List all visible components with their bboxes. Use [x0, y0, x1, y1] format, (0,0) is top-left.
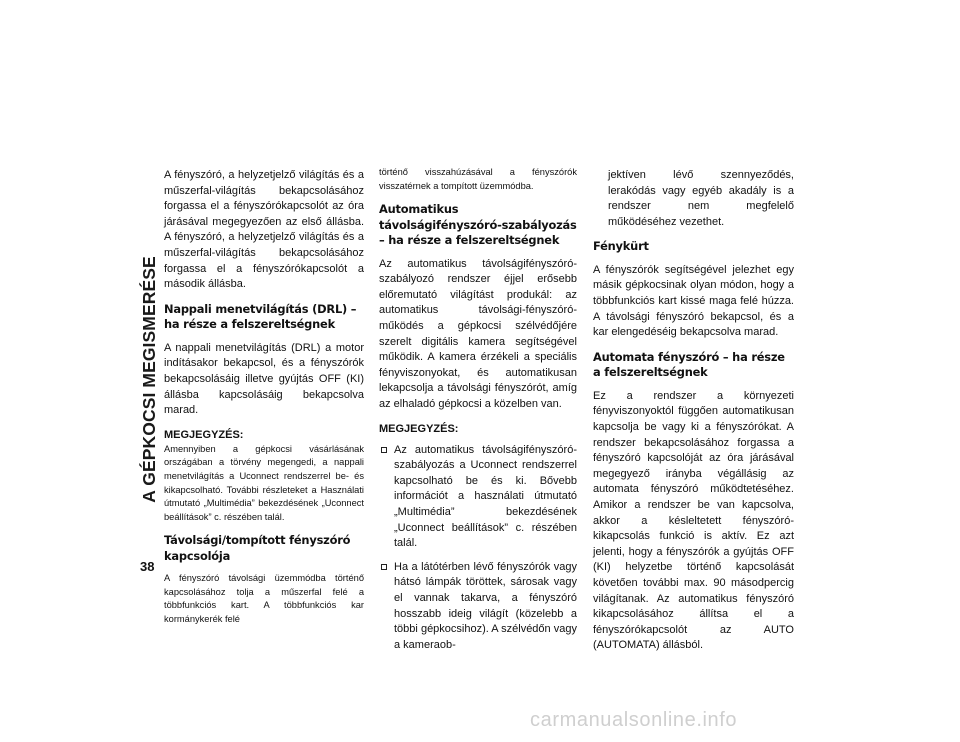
list-item [379, 443, 577, 552]
checkbox-bullet-icon [381, 447, 387, 453]
section-side-tab [139, 165, 159, 593]
intro-paragraph: A fényszóró, a helyzetjelző világítás és a műszerfal-világítás bekapcsolásához forgassa el a fényszórókapcsolót az óra járásával megegyezően az első állásba. A fényszóró, a helyzetjelző világítás és a műszerfal-világítás bekapcsolásához forgassa el a fényszórókapcsolót a második állásba. [164, 169, 364, 291]
column-3 [593, 168, 794, 663]
checkbox-bullet-icon [381, 564, 387, 570]
note-item-text: Az automatikus távolságifényszóró-szabályozás a Uconnect rendszerrel kapcsolható be és ki. Bővebb információt a használati útmutató „Multimédia” bekezdésének „Uconnect beállítások” c. részében talál. [394, 443, 577, 550]
note-paragraph: Amennyiben a gépkocsi vásárlásának országában a törvény megengedi, a nappali menetvilágítás a Uconnect rendszerrel be- és kikapcsolható. További részleteket a Használati útmutató „Multimédia” bekezdésének „Uconnect beállítások” c. részében talál. [164, 443, 364, 522]
high-beam-heading: Távolsági/tompított fényszóró kapcsolója [164, 533, 351, 563]
continuation-paragraph: történő visszahúzásával a fényszórók visszatérnek a tompított üzemmódba. [379, 167, 577, 191]
continuation-paragraph: jektíven lévő szennyeződés, lerakódás vagy egyéb akadály is a rendszer nem megfelelő működéséhez vezethet. [608, 169, 794, 228]
notes-title: MEGJEGYZÉS: [379, 422, 459, 435]
column-1 [164, 168, 364, 636]
note-item-text: Ha a látótérben lévő fényszórók vagy hátsó lámpák töröttek, sárosak vagy el vannak takarva, a fényszóró hosszabb ideig világít (közelebb a többi gépkocsihoz). A szélvédőn vagy a kameraob- [394, 560, 577, 651]
column-2 [379, 166, 577, 661]
drl-paragraph: A nappali menetvilágítás (DRL) a motor indításakor bekapcsol, és a fényszórók bekapcsolásáig illetve gyújtás OFF (KI) állásba kapcsolásáig bekapcsolva marad. [164, 341, 364, 417]
auto-headlights-paragraph: Ez a rendszer a környezeti fényviszonyoktól függően automatikusan kapcsolja be vagy ki a fényszórókat. A rendszer bekapcsolásához forgassa a fényszóró kapcsolóját az óra járásával megegyező irányba végállásig az automata fényszóró működtetéséhez. Amikor a rendszer be van kapcsolva, akkor a késleltetett fényszóró-kikapcsolás funkció is aktív. Ez azt jelenti, hogy a fényszórók a gyújtás OFF (KI) helyzetbe történő kapcsolását követően további max. 90 másodpercig világítanak. Az automatikus fényszóró kikapcsolásához állítsa el a fényszórókapcsolót az AUTO (AUTOMATA) állásból. [593, 389, 794, 652]
drl-heading: Nappali menetvilágítás (DRL) – ha része a felszereltségnek [164, 301, 357, 332]
flash-paragraph: A fényszórók segítségével jelezhet egy másik gépkocsinak olyan módon, hogy a többfunkciós kart kissé maga felé húzza. A távolsági fényszóró bekapcsol, és a kar elengedéséig bekapcsolva marad. [593, 263, 794, 339]
list-item [379, 560, 577, 654]
section-title: A GÉPKOCSI MEGISMERÉSE [138, 255, 159, 503]
watermark: carmanualsonline.info [530, 709, 738, 731]
notes-list [379, 443, 577, 654]
flash-heading: Fénykürt [593, 239, 649, 254]
auto-high-beam-heading: Automatikus távolságifényszóró-szabályozás – ha része a felszereltségnek [379, 202, 577, 248]
note-title: MEGJEGYZÉS: [164, 428, 244, 441]
auto-high-beam-paragraph: Az automatikus távolságifényszóró-szabályozó rendszer éjjel erősebb előremutató világítást produkál: az automatikus távolsági-fényszóró-működés a gépkocsi szélvédőjére szerelt digitális kamera segítségével működik. A kamera érzékeli a speciális fényviszonyokat, és automatikusan lekapcsolja a távolsági fényszórót, amíg az elhaladó gépkocsi a közelben van. [379, 257, 577, 411]
auto-headlights-heading: Automata fényszóró – ha része a felszereltségnek [593, 349, 785, 380]
high-beam-paragraph: A fényszóró távolsági üzemmódba történő kapcsolásához tolja a műszerfal felé a többfunkciós kart. A többfunkciós kar kormánykerék felé [164, 573, 364, 625]
page-number: 38 [140, 559, 155, 574]
